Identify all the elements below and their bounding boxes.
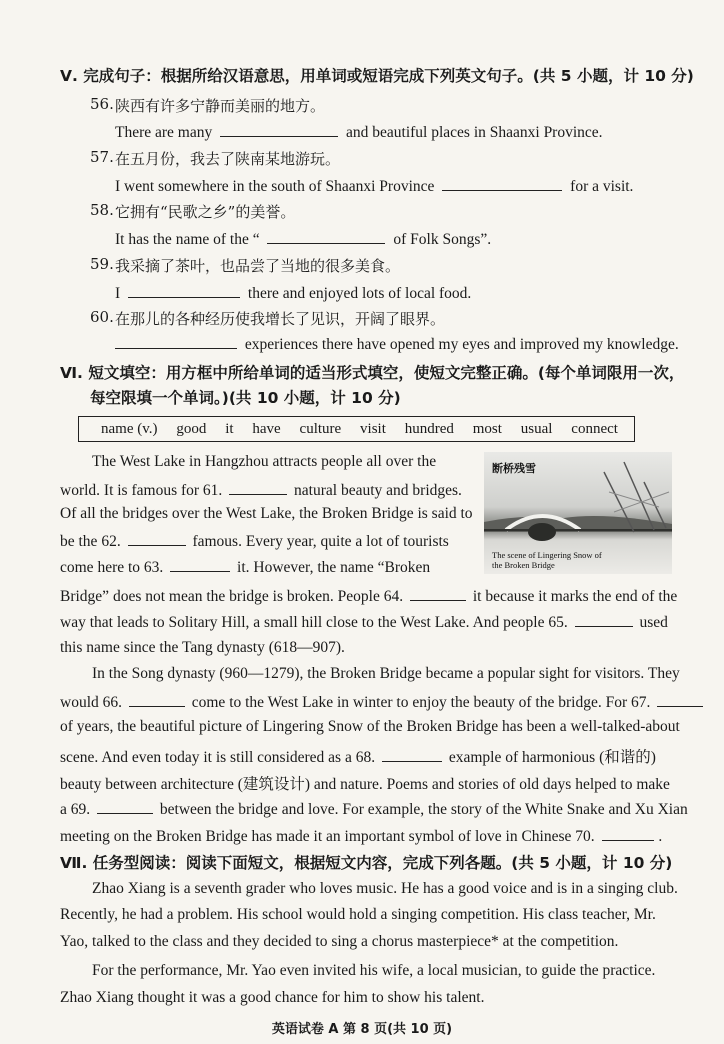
s7-p1-line3: Yao, talked to the class and they decided to sing a chorus masterpiece* at the competition. [60,933,619,950]
p1-line2: world. It is famous for 61. natural beauty and bridges. [60,482,462,499]
word-bank-item: connect [571,420,618,437]
s7-p1-line2: Recently, he had a problem. His school would hold a singing competition. His class teacher, Mr. [60,906,656,923]
word-bank-item: name (v.) [101,420,158,437]
p1-line6: Bridge” does not mean the bridge is broken. People 64. it because it marks the end of the [60,588,678,605]
p1-line7: way that leads to Solitary Hill, a small hill close to the West Lake. And people 65. used [60,614,668,631]
p2-line4: scene. And even today it is still considered as a 68. example of harmonious (和谐的) [60,749,656,766]
q63-blank[interactable] [170,557,230,572]
s7-p2-line2: Zhao Xiang thought it was a good chance for him to show his talent. [60,989,485,1006]
q56-number: 56. [90,95,114,113]
p2-line3: of years, the beautiful picture of Lingering Snow of the Broken Bridge has been a well-talked-about [60,718,680,735]
section7-heading: Ⅶ. 任务型阅读：阅读下面短文，根据短文内容，完成下列各题。(共 5 小题，计 10 分) [60,854,673,872]
word-bank-item: culture [299,420,342,437]
q60-chinese: 在那儿的各种经历使我增长了见识，开阔了眼界。 [115,310,446,328]
q59-blank[interactable] [128,283,240,298]
s7-p1-line1: Zhao Xiang is a seventh grader who loves music. He has a good voice and is in a singing club. [92,880,678,897]
q61-blank[interactable] [229,480,287,495]
q59-number: 59. [90,255,114,273]
word-bank-box [78,416,635,442]
photo-caption-chinese: 断桥残雪 [492,462,536,475]
q58-number: 58. [90,201,114,219]
section6-heading-line2: 每空限填一个单词。)(共 10 小题，计 10 分) [90,389,401,407]
p2-line1: In the Song dynasty (960—1279), the Broken Bridge became a popular sight for visitors. They [92,665,680,682]
p1-line1: The West Lake in Hangzhou attracts people all over the [92,453,437,470]
q69-blank[interactable] [97,799,153,814]
q59-english: I there and enjoyed lots of local food. [115,285,472,302]
word-bank-item: have [252,420,281,437]
word-bank-item: good [176,420,207,437]
word-bank-item: it [225,420,234,437]
q57-english: I went somewhere in the south of Shaanxi Province for a visit. [115,178,634,195]
page-footer: 英语试卷 A 第 8 页(共 10 页) [271,1022,453,1037]
q67-blank[interactable] [657,692,703,707]
section5-heading: Ⅴ. 完成句子：根据所给汉语意思，用单词或短语完成下列英文句子。(共 5 小题，计 10 分) [60,67,694,85]
q57-blank[interactable] [442,176,562,191]
q56-blank[interactable] [220,122,338,137]
q65-blank[interactable] [575,612,633,627]
p1-line3: Of all the bridges over the West Lake, the Broken Bridge is said to [60,505,473,522]
s7-p2-line1: For the performance, Mr. Yao even invited his wife, a local musician, to guide the practice. [92,962,656,979]
p2-line6: a 69. between the bridge and love. For example, the story of the White Snake and Xu Xian [60,801,688,818]
q60-blank[interactable] [115,334,237,349]
q57-number: 57. [90,148,114,166]
q60-english: experiences there have opened my eyes and improved my knowledge. [115,334,679,354]
q58-english: It has the name of the “ of Folk Songs”. [115,231,492,248]
q62-blank[interactable] [128,531,186,546]
p2-line7: meeting on the Broken Bridge has made it an important symbol of love in Chinese 70. . [60,828,663,845]
q58-chinese: 它拥有“民歌之乡”的美誉。 [115,203,296,221]
word-bank-item: usual [520,420,553,437]
q58-blank[interactable] [267,229,385,244]
q70-blank[interactable] [602,826,654,841]
photo-caption-english: The scene of Lingering Snow of the Broken Bridge [492,550,602,570]
p1-line8: this name since the Tang dynasty (618—907). [60,639,345,656]
q56-english: There are many and beautiful places in Shaanxi Province. [115,124,603,141]
q57-chinese: 在五月份，我去了陕南某地游玩。 [115,150,341,168]
q64-blank[interactable] [410,586,466,601]
q60-number: 60. [90,308,114,326]
p1-line4: be the 62. famous. Every year, quite a lot of tourists [60,533,449,550]
p2-line5: beauty between architecture (建筑设计) and nature. Poems and stories of old days helped to make [60,776,670,793]
q56-chinese: 陕西有许多宁静而美丽的地方。 [115,97,326,115]
word-bank-item: most [472,420,502,437]
q68-blank[interactable] [382,747,442,762]
broken-bridge-photo [484,452,672,574]
section6-heading-line1: Ⅵ. 短文填空：用方框中所给单词的适当形式填空，使短文完整正确。(每个单词限用一次， [60,364,685,382]
word-bank-item: hundred [404,420,454,437]
word-bank-item: visit [360,420,386,437]
p2-line2: would 66. come to the West Lake in winter to enjoy the beauty of the bridge. For 67. [60,692,703,712]
q66-blank[interactable] [129,692,185,707]
q59-chinese: 我采摘了茶叶，也品尝了当地的很多美食。 [115,257,401,275]
p1-line5: come here to 63. it. However, the name “Broken [60,559,431,576]
